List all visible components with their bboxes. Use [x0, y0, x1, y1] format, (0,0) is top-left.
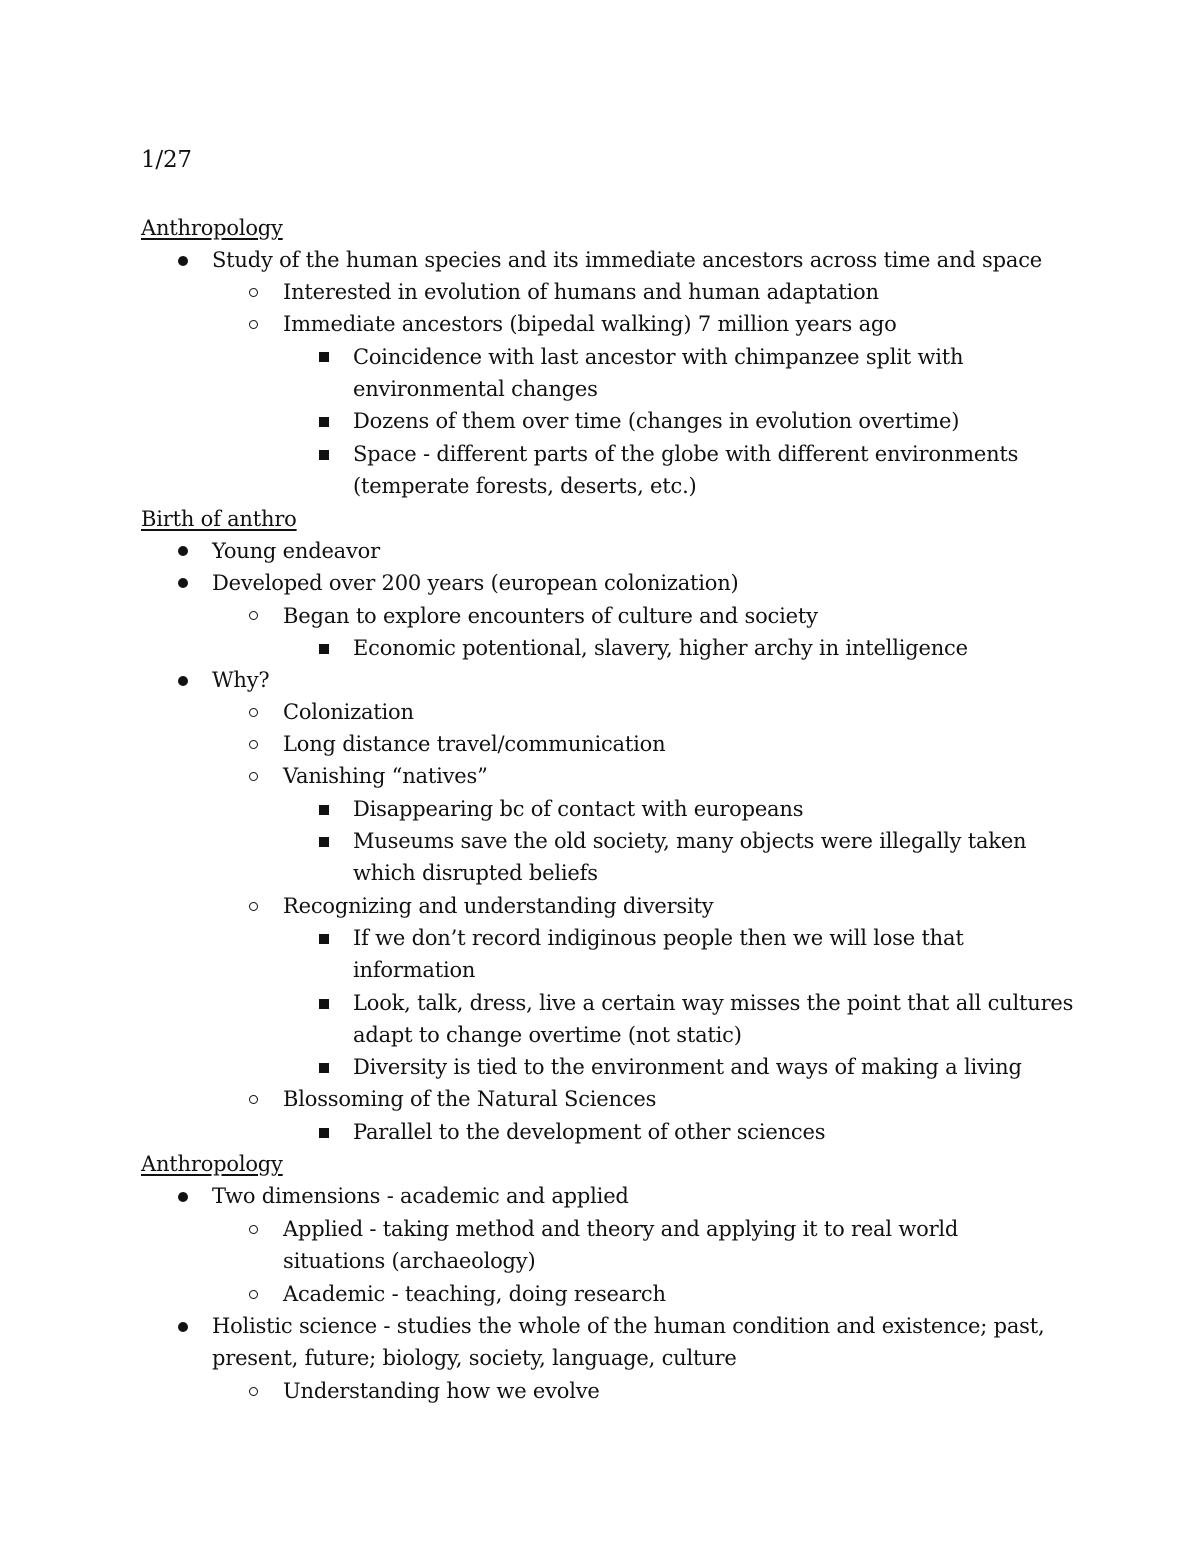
list-item: Study of the human species and its immediate ancestors across time and space: [212, 248, 1042, 272]
list-item: Museums save the old society, many objects were illegally taken: [353, 829, 1027, 853]
hollow-bullet-icon: [249, 320, 258, 329]
hollow-bullet-icon: [249, 708, 258, 717]
list-item-continuation: information: [353, 958, 476, 982]
list-item: Young endeavor: [212, 539, 380, 563]
hollow-bullet-icon: [249, 1387, 258, 1396]
square-bullet-icon: [319, 999, 329, 1009]
square-bullet-icon: [319, 1128, 329, 1138]
list-item: Coincidence with last ancestor with chimpanzee split with: [353, 345, 964, 369]
filled-bullet-icon: [178, 578, 188, 588]
hollow-bullet-icon: [249, 611, 258, 620]
list-item: Academic - teaching, doing research: [283, 1282, 666, 1306]
list-item: Applied - taking method and theory and applying it to real world: [283, 1217, 959, 1241]
section-heading: Birth of anthro: [141, 507, 297, 531]
section-heading: Anthropology: [141, 216, 283, 240]
list-item: Holistic science - studies the whole of the human condition and existence; past,: [212, 1314, 1045, 1338]
list-item: Recognizing and understanding diversity: [283, 894, 714, 918]
hollow-bullet-icon: [249, 288, 258, 297]
list-item: Interested in evolution of humans and human adaptation: [283, 280, 879, 304]
list-item: If we don’t record indiginous people then we will lose that: [353, 926, 964, 950]
list-item-continuation: which disrupted beliefs: [353, 861, 598, 885]
list-item: Understanding how we evolve: [283, 1379, 600, 1403]
list-item: Space - different parts of the globe with different environments: [353, 442, 1019, 466]
hollow-bullet-icon: [249, 1225, 258, 1234]
square-bullet-icon: [319, 1063, 329, 1073]
list-item: Diversity is tied to the environment and ways of making a living: [353, 1055, 1022, 1079]
filled-bullet-icon: [178, 1322, 188, 1332]
list-item: Blossoming of the Natural Sciences: [283, 1087, 657, 1111]
hollow-bullet-icon: [249, 772, 258, 781]
list-item: Look, talk, dress, live a certain way misses the point that all cultures: [353, 991, 1074, 1015]
section-heading: Anthropology: [141, 1152, 283, 1176]
list-item: Dozens of them over time (changes in evolution overtime): [353, 409, 960, 433]
square-bullet-icon: [319, 417, 329, 427]
list-item-continuation: environmental changes: [353, 377, 598, 401]
list-item-continuation: situations (archaeology): [283, 1249, 536, 1273]
list-item: Colonization: [283, 700, 414, 724]
square-bullet-icon: [319, 934, 329, 944]
list-item: Began to explore encounters of culture and society: [283, 604, 818, 628]
square-bullet-icon: [319, 805, 329, 815]
list-item: Parallel to the development of other sciences: [353, 1120, 826, 1144]
hollow-bullet-icon: [249, 1095, 258, 1104]
list-item-continuation: (temperate forests, deserts, etc.): [353, 474, 697, 498]
hollow-bullet-icon: [249, 902, 258, 911]
list-item-continuation: present, future; biology, society, language, culture: [212, 1346, 737, 1370]
hollow-bullet-icon: [249, 740, 258, 749]
list-item: Long distance travel/communication: [283, 732, 666, 756]
list-item: Immediate ancestors (bipedal walking) 7 million years ago: [283, 312, 897, 336]
list-item: Vanishing “natives”: [283, 764, 488, 788]
filled-bullet-icon: [178, 676, 188, 686]
hollow-bullet-icon: [249, 1290, 258, 1299]
filled-bullet-icon: [178, 546, 188, 556]
square-bullet-icon: [319, 837, 329, 847]
list-item: Disappearing bc of contact with europeans: [353, 797, 804, 821]
square-bullet-icon: [319, 644, 329, 654]
list-item-continuation: adapt to change overtime (not static): [353, 1023, 742, 1047]
list-item: Two dimensions - academic and applied: [212, 1184, 629, 1208]
list-item: Why?: [212, 668, 270, 692]
square-bullet-icon: [319, 450, 329, 460]
filled-bullet-icon: [178, 1192, 188, 1202]
list-item: Developed over 200 years (european colonization): [212, 571, 739, 595]
note-date: 1/27: [141, 147, 192, 173]
filled-bullet-icon: [178, 256, 188, 266]
list-item: Economic potentional, slavery, higher archy in intelligence: [353, 636, 968, 660]
square-bullet-icon: [319, 352, 329, 362]
